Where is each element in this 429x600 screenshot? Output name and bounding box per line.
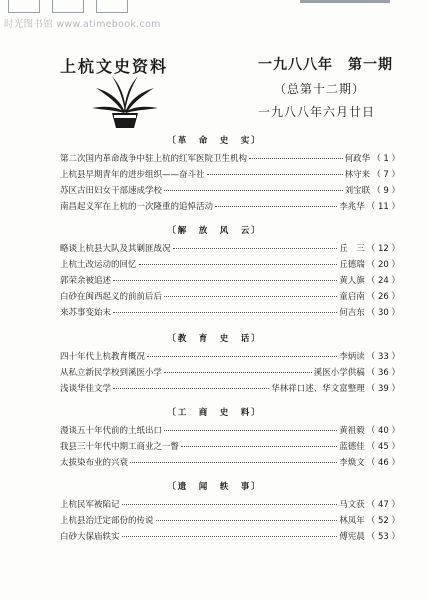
entry-author: 林凤年 [339,516,365,526]
toc-entry[interactable] [60,350,400,362]
entry-page: （ 53 ） [366,532,400,542]
section-heading: 〔解 放 风 云〕 [167,226,262,236]
toc-entry[interactable] [60,514,400,526]
leader-dots [147,356,337,357]
entry-page: （ 33 ） [366,352,400,362]
entry-author: 丘 三 [339,244,365,254]
entry-author: 李焕文 [339,458,365,468]
entry-title: 太拔染布业的兴衰 [60,458,129,468]
entry-page: （ 12 ） [366,244,400,254]
ribbon-box [52,0,84,13]
leader-dots [181,446,337,447]
toc-entry[interactable] [60,168,400,180]
entry-page: （ 46 ） [366,458,400,468]
issue-line: 一九八八年 第一期 [258,57,393,73]
entry-author: 何吉东 [339,308,365,318]
entry-title: 漫谈五十年代前的土纸出口 [60,426,163,436]
entry-page: （ 47 ） [366,500,400,510]
entry-author: 黄人旗 [339,276,365,286]
leader-dots [156,520,338,521]
entry-title: 白砂在闽西起义的前前后后 [60,292,163,302]
leader-dots [173,248,338,249]
toc-entry[interactable] [60,530,400,542]
toc-entry[interactable] [60,152,400,164]
leader-dots [113,312,337,313]
entry-author: 黄祖毅 [339,426,365,436]
entry-title: 上杭土改运动的回忆 [60,260,137,270]
entry-title: 南昌起义军在上杭的一次隆重的追悼活动 [60,202,214,212]
leader-dots [164,190,343,191]
leader-dots [215,206,337,207]
entry-author: 刘宝联 [344,186,371,196]
entry-author: 何政华 [344,154,371,164]
section-heading: 〔遗 闻 轶 事〕 [167,482,262,492]
ribbon-box [8,0,40,13]
leader-dots [122,536,338,537]
potted-plant-icon [90,72,160,130]
entry-author: 李炳读 [339,352,365,362]
leader-dots [122,504,338,505]
leader-dots [207,174,343,175]
watermark: 时光图书馆 www.atimebook.com [4,19,161,30]
entry-author: 童启南 [339,292,365,302]
toc-entry[interactable] [60,242,400,254]
entry-author: 傅宪晨 [339,532,365,542]
entry-page: （ 24 ） [366,276,400,286]
entry-author: 溪医小学供稿 [313,368,365,378]
entry-page: （ 20 ） [366,260,400,270]
entry-title: 苏区古田妇女干部速成学校 [60,186,163,196]
leader-dots [164,296,337,297]
section-heading: 〔教 育 史 话〕 [167,334,262,344]
entry-page: （ 39 ） [366,384,400,394]
entry-page: （ 52 ） [366,516,400,526]
entry-page: （ 7 ） [372,170,400,180]
toc-entry[interactable] [60,306,400,318]
magazine-title: 上杭文史资料 [60,57,169,76]
leader-dots [249,158,343,159]
toc-entry[interactable] [60,274,400,286]
toc-entry[interactable] [60,200,400,212]
entry-title: 浅谈华佳文学 [60,384,112,394]
entry-title: 郭荣余被追述 [60,276,112,286]
entry-page: （ 30 ） [366,308,400,318]
toc-entry[interactable] [60,456,400,468]
entry-author: 马文获 [339,500,365,510]
entry-page: （ 26 ） [366,292,400,302]
leader-dots [113,280,337,281]
entry-page: （ 45 ） [366,442,400,452]
entry-page: （ 40 ） [366,426,400,436]
leader-dots [130,462,337,463]
entry-title: 上杭县治迁定部份的传说 [60,516,154,526]
entry-title: 第二次国内革命战争中驻上杭的红军医院卫生机构 [60,154,248,164]
header-ribbon [0,0,429,14]
entry-title: 上杭县早期青年的进步组织——奋斗社 [60,170,205,180]
leader-dots [139,264,338,265]
entry-title: 从私立新民学校到溪医小学 [60,368,163,378]
section-heading: 〔革 命 史 实〕 [167,136,262,146]
toc-entry[interactable] [60,258,400,270]
entry-author: 林守来 [344,170,371,180]
entry-title: 来苏事变始末 [60,308,112,318]
entry-page: （ 9 ） [372,186,400,196]
toc-entry[interactable] [60,366,400,378]
toc-entry[interactable] [60,424,400,436]
entry-title: 四十年代上杭教育概况 [60,352,146,362]
entry-author: 丘德瑞 [339,260,365,270]
leader-dots [164,372,312,373]
toc-entry[interactable] [60,290,400,302]
toc-entry[interactable] [60,184,400,196]
publish-date: 一九八八年六月廿日 [258,105,376,119]
section-heading: 〔工 商 史 料〕 [167,408,262,418]
entry-author: 华林祥口述、华文富整理 [271,384,365,394]
entry-title: 略谈上杭县大队及其剿匪战况 [60,244,171,254]
ribbon-box [96,0,128,13]
entry-title: 上杭民军被陷记 [60,500,120,510]
toc-entry[interactable] [60,440,400,452]
entry-author: 蓝德佳 [339,442,365,452]
leader-dots [113,388,269,389]
entry-page: （ 11 ） [366,202,400,212]
toc-entry[interactable] [60,382,400,394]
entry-page: （ 36 ） [366,368,400,378]
ribbon-bar [300,0,390,3]
entry-title: 白砂大保庙轶实 [60,532,120,542]
total-issue: （总第十二期） [274,82,366,96]
entry-title: 我县三十年代中期工商业之一瞥 [60,442,180,452]
entry-author: 李兆华 [339,202,365,212]
leader-dots [164,430,337,431]
entry-page: （ 1 ） [372,154,400,164]
toc-entry[interactable] [60,498,400,510]
